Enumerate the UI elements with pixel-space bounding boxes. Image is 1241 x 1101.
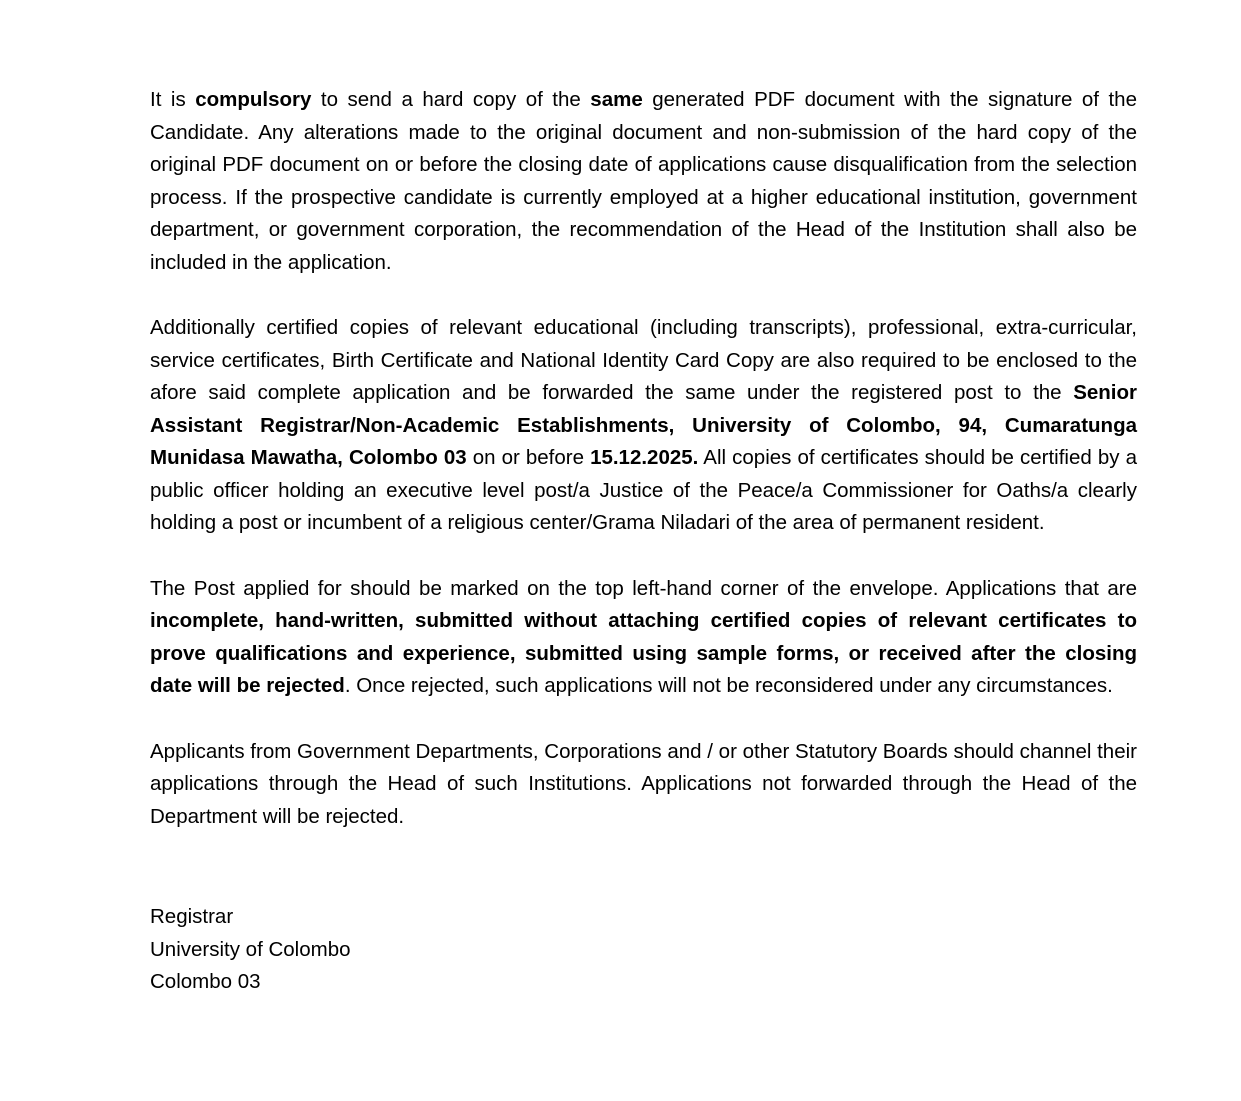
bold-text-run: 15.12.2025. [590, 446, 699, 469]
signature-line-university: University of Colombo [150, 937, 351, 961]
document-paragraphs [150, 84, 1137, 833]
paragraph [150, 84, 1137, 279]
bold-text-run: compulsory [195, 88, 312, 111]
paragraph [150, 573, 1137, 703]
text-run: generated PDF document with the signature of the Candidate. Any alterations made to the original document and non-submission of the hard copy of the original PDF document on or before the closing date of applications cause disqualification from the selection process. If the prospective candidate is currently employed at a higher educational institution, government department, or government corporation, the recommendation of the Head of the Institution shall also be included in the application. [150, 88, 1137, 274]
text-run: Applicants from Government Departments, Corporations and / or other Statutory Boards should channel their applications through the Head of such Institutions. Applications not forwarded through the Head of the Department will be rejected. [150, 739, 1137, 828]
text-run: All copies of certificates should be certified by a public officer holding an executive level post/a Justice of the Peace/a Commissioner for Oaths/a clearly holding a post or incumbent of a religious center/Grama Niladari of the area of permanent resident. [150, 446, 1137, 534]
text-run: to send a hard copy of the [311, 88, 591, 111]
text-run: Additionally certified copies of relevant educational (including transcripts), professional, extra-curricular, service certificates, Birth Certificate and National Identity Card Copy are also required to be enclosed to the afore said complete application and be forwarded the same under the registered post to the [150, 316, 1137, 404]
signature-block [150, 901, 1137, 999]
signature-line-registrar: Registrar [150, 905, 234, 928]
text-run: It is [150, 88, 196, 111]
paragraph [150, 736, 1137, 834]
text-run: The Post applied for should be marked on the top left-hand corner of the envelope. Applications that are [150, 576, 1137, 600]
text-run: . Once rejected, such applications will not be reconsidered under any circumstances. [344, 674, 1113, 697]
bold-text-run: incomplete, hand-written, submitted without attaching certified copies of relevant certificates to prove qualifications and experience, submitted using sample forms, or received after the closing date will be rejected [150, 609, 1137, 697]
paragraph [150, 312, 1137, 540]
signature-line-city: Colombo 03 [150, 970, 261, 993]
bold-text-run: same [590, 88, 643, 111]
bold-text-run: Senior Assistant Registrar/Non-Academic Establishments, University of Colombo, 94, Cumaratunga Munidasa Mawatha, Colombo 03 [150, 381, 1137, 469]
text-run: on or before [466, 446, 591, 469]
